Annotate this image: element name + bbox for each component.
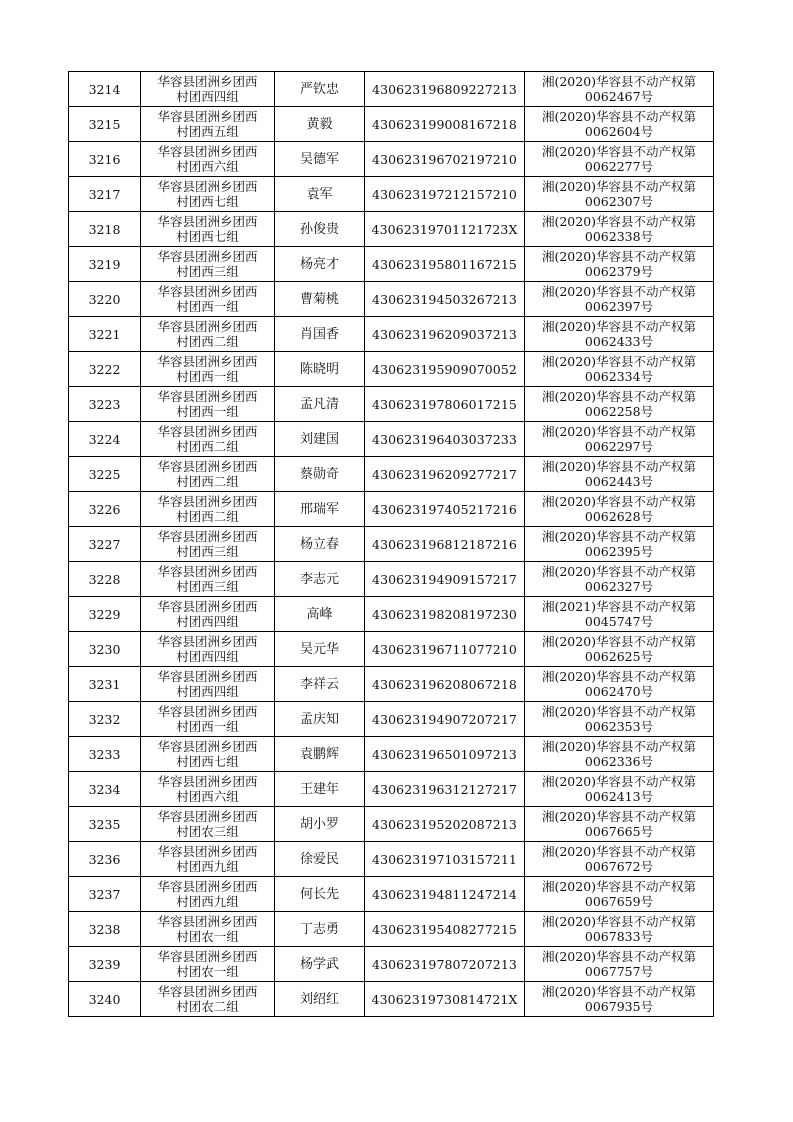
owner-name-cell: 高峰 (275, 597, 365, 632)
id-number-cell: 430623194909157217 (365, 562, 525, 597)
location-cell (141, 597, 275, 632)
certificate-line-1: 湘(2020)华容县不动产权第 (541, 879, 697, 894)
location-cell (141, 842, 275, 877)
certificate-line-1: 湘(2020)华容县不动产权第 (541, 634, 697, 649)
location-line-2: 村团西一组 (176, 719, 239, 734)
serial-number-cell: 3218 (69, 212, 141, 247)
location-line-1: 华容县团洲乡团西 (157, 144, 258, 159)
location-line-1: 华容县团洲乡团西 (157, 634, 258, 649)
table-row (69, 772, 714, 807)
owner-name-cell: 黄毅 (275, 107, 365, 142)
certificate-line-2: 0062625号 (584, 649, 654, 664)
certificate-cell (525, 142, 714, 177)
certificate-cell (525, 72, 714, 107)
owner-name-cell: 丁志勇 (275, 912, 365, 947)
location-cell (141, 247, 275, 282)
serial-number-cell: 3219 (69, 247, 141, 282)
certificate-line-2: 0062413号 (584, 789, 654, 804)
certificate-cell (525, 807, 714, 842)
location-line-2: 村团西四组 (176, 649, 239, 664)
location-line-2: 村团西六组 (176, 789, 239, 804)
owner-name-cell: 徐爱民 (275, 842, 365, 877)
serial-number-cell: 3240 (69, 982, 141, 1017)
certificate-line-1: 湘(2020)华容县不动产权第 (541, 144, 697, 159)
certificate-line-2: 0062470号 (584, 684, 654, 699)
serial-number-cell: 3223 (69, 387, 141, 422)
certificate-line-2: 0067672号 (584, 859, 654, 874)
serial-number-cell: 3229 (69, 597, 141, 632)
table-row (69, 72, 714, 107)
location-line-1: 华容县团洲乡团西 (157, 494, 258, 509)
table-row (69, 142, 714, 177)
id-number-cell: 430623196209277217 (365, 457, 525, 492)
owner-name-cell: 袁鹏辉 (275, 737, 365, 772)
id-number-cell: 430623196501097213 (365, 737, 525, 772)
location-line-2: 村团西六组 (176, 159, 239, 174)
location-line-1: 华容县团洲乡团西 (157, 389, 258, 404)
location-line-1: 华容县团洲乡团西 (157, 844, 258, 859)
location-line-1: 华容县团洲乡团西 (157, 739, 258, 754)
certificate-line-2: 0062443号 (584, 474, 654, 489)
location-cell (141, 632, 275, 667)
certificate-line-2: 0062336号 (584, 754, 654, 769)
certificate-line-2: 0062277号 (584, 159, 654, 174)
id-number-cell: 430623194503267213 (365, 282, 525, 317)
table-row (69, 107, 714, 142)
location-line-1: 华容县团洲乡团西 (157, 704, 258, 719)
location-cell (141, 702, 275, 737)
owner-name-cell: 吴德军 (275, 142, 365, 177)
location-cell (141, 667, 275, 702)
certificate-line-1: 湘(2020)华容县不动产权第 (541, 74, 697, 89)
certificate-line-1: 湘(2020)华容县不动产权第 (541, 389, 697, 404)
id-number-cell: 430623198208197230 (365, 597, 525, 632)
certificate-cell (525, 947, 714, 982)
id-number-cell: 43062319701121723X (365, 212, 525, 247)
location-cell (141, 947, 275, 982)
location-line-2: 村团西七组 (176, 754, 239, 769)
location-line-2: 村团西五组 (176, 124, 239, 139)
id-number-cell: 430623199008167218 (365, 107, 525, 142)
certificate-line-2: 0062397号 (584, 299, 654, 314)
location-cell (141, 457, 275, 492)
location-cell (141, 352, 275, 387)
location-line-2: 村团农一组 (176, 964, 239, 979)
serial-number-cell: 3221 (69, 317, 141, 352)
certificate-cell (525, 212, 714, 247)
location-line-1: 华容县团洲乡团西 (157, 564, 258, 579)
serial-number-cell: 3230 (69, 632, 141, 667)
owner-name-cell: 杨立春 (275, 527, 365, 562)
location-line-2: 村团西七组 (176, 229, 239, 244)
serial-number-cell: 3237 (69, 877, 141, 912)
location-line-1: 华容县团洲乡团西 (157, 214, 258, 229)
id-number-cell: 430623197807207213 (365, 947, 525, 982)
certificate-cell (525, 877, 714, 912)
table-row (69, 982, 714, 1017)
location-line-1: 华容县团洲乡团西 (157, 459, 258, 474)
serial-number-cell: 3217 (69, 177, 141, 212)
location-line-2: 村团西一组 (176, 369, 239, 384)
serial-number-cell: 3214 (69, 72, 141, 107)
location-line-2: 村团西二组 (176, 474, 239, 489)
certificate-line-1: 湘(2020)华容县不动产权第 (541, 809, 697, 824)
location-line-2: 村团西二组 (176, 334, 239, 349)
serial-number-cell: 3232 (69, 702, 141, 737)
id-number-cell: 430623196812187216 (365, 527, 525, 562)
serial-number-cell: 3234 (69, 772, 141, 807)
certificate-cell (525, 772, 714, 807)
location-line-1: 华容县团洲乡团西 (157, 354, 258, 369)
location-line-2: 村团西二组 (176, 439, 239, 454)
location-line-2: 村团西一组 (176, 404, 239, 419)
id-number-cell: 430623196702197210 (365, 142, 525, 177)
location-line-2: 村团西四组 (176, 614, 239, 629)
id-number-cell: 430623197405217216 (365, 492, 525, 527)
certificate-line-2: 0062258号 (584, 404, 654, 419)
location-line-1: 华容县团洲乡团西 (157, 74, 258, 89)
serial-number-cell: 3215 (69, 107, 141, 142)
serial-number-cell: 3235 (69, 807, 141, 842)
certificate-line-1: 湘(2020)华容县不动产权第 (541, 109, 697, 124)
certificate-line-2: 0067833号 (584, 929, 654, 944)
location-line-1: 华容县团洲乡团西 (157, 319, 258, 334)
table-row (69, 877, 714, 912)
location-cell (141, 982, 275, 1017)
location-line-1: 华容县团洲乡团西 (157, 914, 258, 929)
certificate-line-2: 0067659号 (584, 894, 654, 909)
location-line-1: 华容县团洲乡团西 (157, 284, 258, 299)
id-number-cell: 430623196208067218 (365, 667, 525, 702)
location-line-2: 村团西七组 (176, 194, 239, 209)
location-cell (141, 492, 275, 527)
certificate-line-2: 0062338号 (584, 229, 654, 244)
serial-number-cell: 3227 (69, 527, 141, 562)
serial-number-cell: 3224 (69, 422, 141, 457)
owner-name-cell: 李祥云 (275, 667, 365, 702)
certificate-line-2: 0062433号 (584, 334, 654, 349)
certificate-cell (525, 737, 714, 772)
certificate-line-2: 0062395号 (584, 544, 654, 559)
serial-number-cell: 3231 (69, 667, 141, 702)
certificate-line-2: 0062307号 (584, 194, 654, 209)
table-row (69, 702, 714, 737)
table-row (69, 807, 714, 842)
owner-name-cell: 陈晓明 (275, 352, 365, 387)
owner-name-cell: 孟庆知 (275, 702, 365, 737)
serial-number-cell: 3226 (69, 492, 141, 527)
certificate-cell (525, 177, 714, 212)
serial-number-cell: 3236 (69, 842, 141, 877)
certificate-line-1: 湘(2020)华容县不动产权第 (541, 844, 697, 859)
serial-number-cell: 3220 (69, 282, 141, 317)
certificate-cell (525, 247, 714, 282)
serial-number-cell: 3222 (69, 352, 141, 387)
owner-name-cell: 何长先 (275, 877, 365, 912)
certificate-line-1: 湘(2020)华容县不动产权第 (541, 984, 697, 999)
certificate-cell (525, 597, 714, 632)
table-row (69, 212, 714, 247)
location-line-1: 华容县团洲乡团西 (157, 249, 258, 264)
certificate-cell (525, 422, 714, 457)
certificate-line-1: 湘(2021)华容县不动产权第 (541, 599, 697, 614)
id-number-cell: 430623195202087213 (365, 807, 525, 842)
table-row (69, 912, 714, 947)
owner-name-cell: 肖国香 (275, 317, 365, 352)
owner-name-cell: 胡小罗 (275, 807, 365, 842)
table-row (69, 457, 714, 492)
location-line-2: 村团西四组 (176, 684, 239, 699)
certificate-line-1: 湘(2020)华容县不动产权第 (541, 774, 697, 789)
certificate-cell (525, 912, 714, 947)
table-row (69, 632, 714, 667)
location-cell (141, 72, 275, 107)
serial-number-cell: 3225 (69, 457, 141, 492)
location-cell (141, 737, 275, 772)
table-row (69, 842, 714, 877)
serial-number-cell: 3228 (69, 562, 141, 597)
id-number-cell: 430623194811247214 (365, 877, 525, 912)
certificate-line-2: 0062379号 (584, 264, 654, 279)
certificate-line-2: 0067665号 (584, 824, 654, 839)
certificate-line-1: 湘(2020)华容县不动产权第 (541, 494, 697, 509)
table-row (69, 527, 714, 562)
registry-table-body (69, 72, 714, 1017)
id-number-cell: 430623196312127217 (365, 772, 525, 807)
location-line-2: 村团西三组 (176, 544, 239, 559)
owner-name-cell: 吴元华 (275, 632, 365, 667)
id-number-cell: 430623196711077210 (365, 632, 525, 667)
location-cell (141, 807, 275, 842)
location-line-1: 华容县团洲乡团西 (157, 109, 258, 124)
location-line-2: 村团西一组 (176, 299, 239, 314)
certificate-line-1: 湘(2020)华容县不动产权第 (541, 249, 697, 264)
table-row (69, 667, 714, 702)
location-cell (141, 387, 275, 422)
certificate-cell (525, 352, 714, 387)
location-cell (141, 107, 275, 142)
certificate-cell (525, 842, 714, 877)
certificate-line-1: 湘(2020)华容县不动产权第 (541, 529, 697, 544)
certificate-line-1: 湘(2020)华容县不动产权第 (541, 564, 697, 579)
location-line-1: 华容县团洲乡团西 (157, 529, 258, 544)
location-line-1: 华容县团洲乡团西 (157, 984, 258, 999)
owner-name-cell: 严钦忠 (275, 72, 365, 107)
table-row (69, 352, 714, 387)
owner-name-cell: 蔡勋奇 (275, 457, 365, 492)
id-number-cell: 430623196209037213 (365, 317, 525, 352)
location-line-1: 华容县团洲乡团西 (157, 879, 258, 894)
id-number-cell: 430623195408277215 (365, 912, 525, 947)
certificate-line-1: 湘(2020)华容县不动产权第 (541, 704, 697, 719)
location-cell (141, 772, 275, 807)
certificate-cell (525, 282, 714, 317)
registry-table (68, 71, 714, 1017)
certificate-line-2: 0062353号 (584, 719, 654, 734)
location-line-1: 华容县团洲乡团西 (157, 949, 258, 964)
certificate-line-1: 湘(2020)华容县不动产权第 (541, 914, 697, 929)
owner-name-cell: 邢瑞军 (275, 492, 365, 527)
certificate-line-2: 0045747号 (584, 614, 654, 629)
certificate-cell (525, 457, 714, 492)
table-row (69, 737, 714, 772)
certificate-line-2: 0067935号 (584, 999, 654, 1014)
owner-name-cell: 袁军 (275, 177, 365, 212)
certificate-line-2: 0067757号 (584, 964, 654, 979)
owner-name-cell: 孙俊贵 (275, 212, 365, 247)
serial-number-cell: 3233 (69, 737, 141, 772)
owner-name-cell: 孟凡清 (275, 387, 365, 422)
certificate-cell (525, 632, 714, 667)
location-cell (141, 562, 275, 597)
location-line-1: 华容县团洲乡团西 (157, 424, 258, 439)
location-line-2: 村团农一组 (176, 929, 239, 944)
certificate-line-2: 0062327号 (584, 579, 654, 594)
id-number-cell: 43062319730814721X (365, 982, 525, 1017)
id-number-cell: 430623195801167215 (365, 247, 525, 282)
id-number-cell: 430623195909070052 (365, 352, 525, 387)
certificate-cell (525, 317, 714, 352)
certificate-cell (525, 527, 714, 562)
id-number-cell: 430623197806017215 (365, 387, 525, 422)
table-row (69, 317, 714, 352)
owner-name-cell: 曹菊桃 (275, 282, 365, 317)
certificate-line-1: 湘(2020)华容县不动产权第 (541, 424, 697, 439)
location-line-2: 村团西九组 (176, 859, 239, 874)
table-row (69, 562, 714, 597)
location-line-2: 村团西二组 (176, 509, 239, 524)
table-row (69, 247, 714, 282)
location-line-2: 村团西三组 (176, 264, 239, 279)
certificate-line-1: 湘(2020)华容县不动产权第 (541, 669, 697, 684)
table-row (69, 387, 714, 422)
certificate-line-1: 湘(2020)华容县不动产权第 (541, 354, 697, 369)
certificate-line-1: 湘(2020)华容县不动产权第 (541, 739, 697, 754)
certificate-line-1: 湘(2020)华容县不动产权第 (541, 179, 697, 194)
location-line-1: 华容县团洲乡团西 (157, 669, 258, 684)
location-line-1: 华容县团洲乡团西 (157, 179, 258, 194)
table-row (69, 492, 714, 527)
location-line-2: 村团西四组 (176, 89, 239, 104)
certificate-line-1: 湘(2020)华容县不动产权第 (541, 459, 697, 474)
certificate-line-2: 0062334号 (584, 369, 654, 384)
location-line-1: 华容县团洲乡团西 (157, 809, 258, 824)
id-number-cell: 430623196809227213 (365, 72, 525, 107)
location-cell (141, 527, 275, 562)
location-cell (141, 177, 275, 212)
owner-name-cell: 刘绍红 (275, 982, 365, 1017)
certificate-cell (525, 702, 714, 737)
location-line-2: 村团西九组 (176, 894, 239, 909)
owner-name-cell: 刘建国 (275, 422, 365, 457)
location-cell (141, 877, 275, 912)
id-number-cell: 430623194907207217 (365, 702, 525, 737)
certificate-line-1: 湘(2020)华容县不动产权第 (541, 319, 697, 334)
certificate-line-2: 0062604号 (584, 124, 654, 139)
certificate-cell (525, 387, 714, 422)
certificate-line-2: 0062297号 (584, 439, 654, 454)
table-row (69, 947, 714, 982)
location-cell (141, 912, 275, 947)
location-cell (141, 212, 275, 247)
owner-name-cell: 李志元 (275, 562, 365, 597)
location-line-1: 华容县团洲乡团西 (157, 599, 258, 614)
location-cell (141, 282, 275, 317)
serial-number-cell: 3238 (69, 912, 141, 947)
table-row (69, 282, 714, 317)
owner-name-cell: 王建年 (275, 772, 365, 807)
certificate-cell (525, 562, 714, 597)
location-line-2: 村团西三组 (176, 579, 239, 594)
id-number-cell: 430623197103157211 (365, 842, 525, 877)
certificate-cell (525, 982, 714, 1017)
location-cell (141, 142, 275, 177)
certificate-line-1: 湘(2020)华容县不动产权第 (541, 949, 697, 964)
location-cell (141, 422, 275, 457)
certificate-line-2: 0062628号 (584, 509, 654, 524)
owner-name-cell: 杨亮才 (275, 247, 365, 282)
certificate-cell (525, 667, 714, 702)
serial-number-cell: 3239 (69, 947, 141, 982)
certificate-line-2: 0062467号 (584, 89, 654, 104)
certificate-cell (525, 492, 714, 527)
serial-number-cell: 3216 (69, 142, 141, 177)
table-row (69, 597, 714, 632)
table-row (69, 422, 714, 457)
location-cell (141, 317, 275, 352)
location-line-2: 村团农三组 (176, 824, 239, 839)
id-number-cell: 430623197212157210 (365, 177, 525, 212)
table-row (69, 177, 714, 212)
certificate-line-1: 湘(2020)华容县不动产权第 (541, 214, 697, 229)
id-number-cell: 430623196403037233 (365, 422, 525, 457)
owner-name-cell: 杨学武 (275, 947, 365, 982)
certificate-cell (525, 107, 714, 142)
certificate-line-1: 湘(2020)华容县不动产权第 (541, 284, 697, 299)
location-line-2: 村团农二组 (176, 999, 239, 1014)
location-line-1: 华容县团洲乡团西 (157, 774, 258, 789)
